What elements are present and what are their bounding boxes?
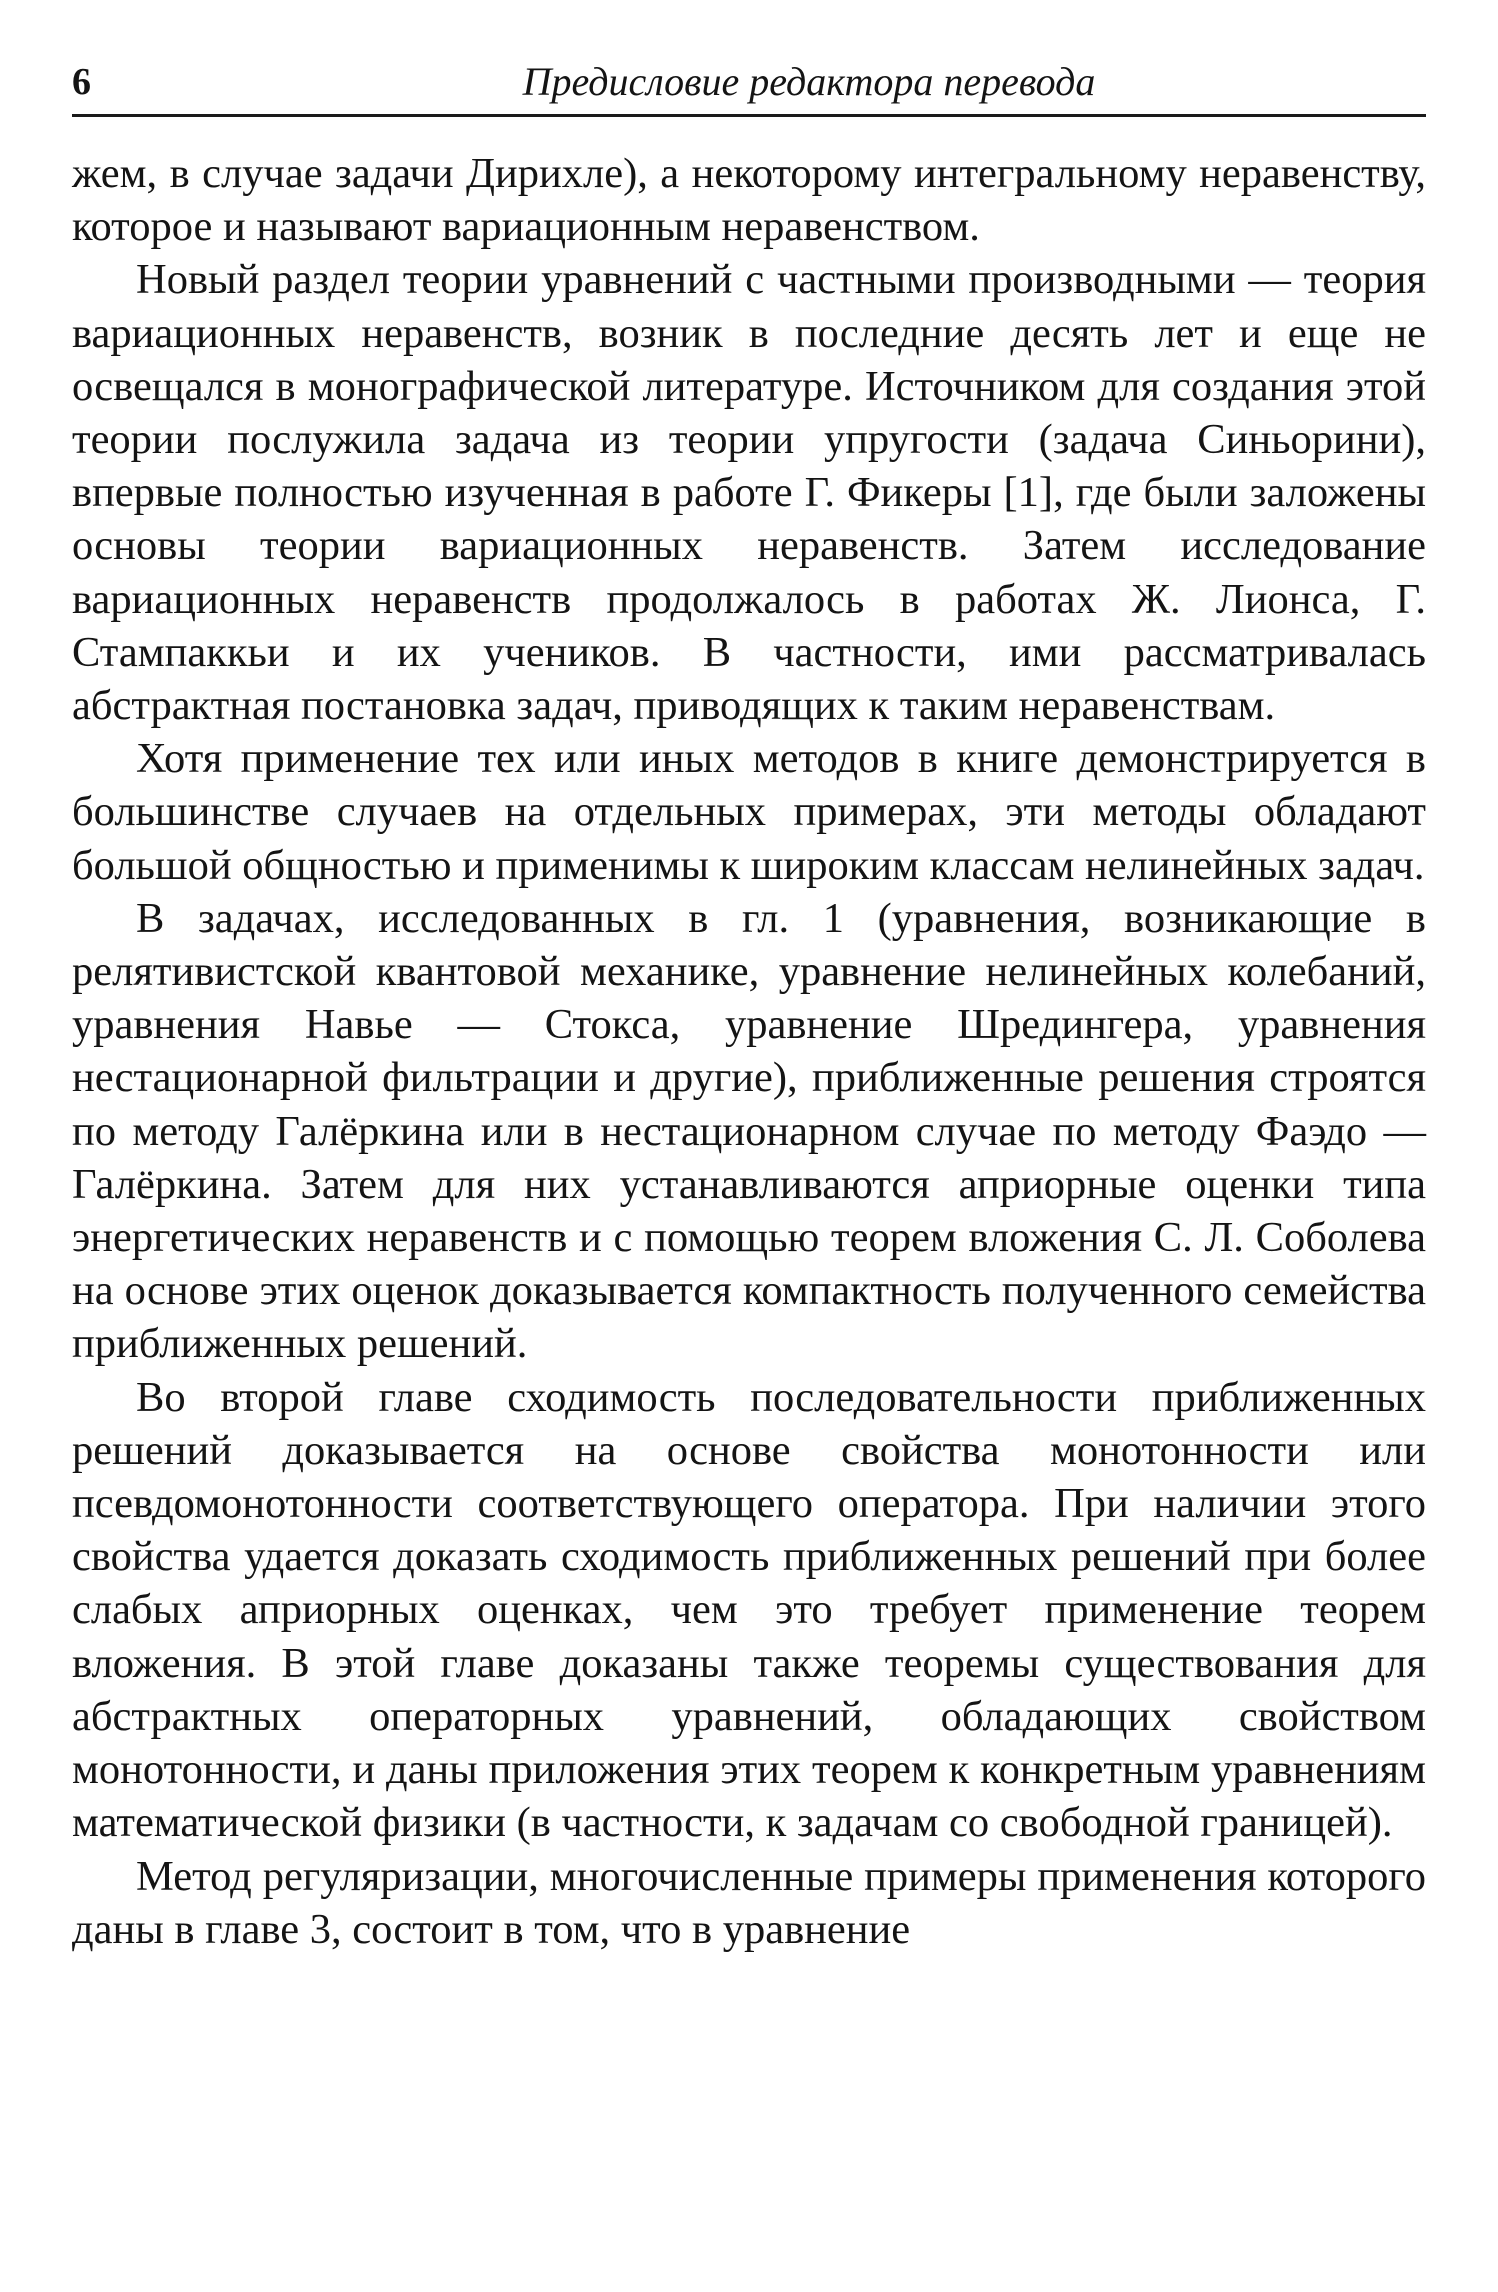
body-text: [72, 147, 1426, 1956]
page-number: 6: [72, 61, 91, 103]
paragraph: Новый раздел теории уравнений с частными производными — теория вариационных неравенств, возник в последние десять лет и еще не освещался в монографической литературе. Источником для создания этой теории послужила задача из теории упругости (задача Синьорини), впервые полностью изученная в работе Г. Фикеры [1], где были заложены основы теории вариационных неравенств. Затем исследование вариационных неравенств продолжалось в работах Ж. Лионса, Г. Стампаккьи и их учеников. В частности, ими рассматривалась абстрактная постановка задач, приводящих к таким неравенствам.: [72, 256, 1426, 730]
running-header: [72, 52, 1426, 117]
paragraph: В задачах, исследованных в гл. 1 (уравнения, возникающие в релятивистской квантовой механике, уравнение нелинейных колебаний, уравнения Навье — Стокса, уравнение Шредингера, уравнения нестационарной фильтрации и другие), приближенные решения строятся по методу Галёркина или в нестационарном случае по методу Фаэдо — Галёркина. Затем для них устанавливаются априорные оценки типа энергетических неравенств и с помощью теорем вложения С. Л. Соболева на основе этих оценок доказывается компактность полученного семейства приближенных решений.: [72, 894, 1426, 1368]
paragraph: Хотя применение тех или иных методов в книге демонстрируется в большинстве случаев на отдельных примерах, эти методы обладают большой общностью и применимы к широким классам нелинейных задач.: [72, 735, 1426, 889]
paragraph: Во второй главе сходимость последовательности приближенных решений доказывается на основе свойства монотонности или псевдомонотонности соответствующего оператора. При наличии этого свойства удается доказать сходимость приближенных решений при более слабых априорных оценках, чем это требует применение теорем вложения. В этой главе доказаны также теоремы существования для абстрактных операторных уравнений, обладающих свойством монотонности, и даны приложения этих теорем к конкретным уравнениям математической физики (в частности, к задачам со свободной границей).: [72, 1373, 1426, 1847]
running-title: Предисловие редактора перевода: [522, 59, 1096, 104]
paragraph-continuation: жем, в случае задачи Дирихле), а некоторому интегральному неравенству, которое и называют вариационным неравенством.: [72, 150, 1426, 251]
paragraph: Метод регуляризации, многочисленные примеры применения которого даны в главе 3, состоит в том, что в уравнение: [72, 1852, 1426, 1953]
